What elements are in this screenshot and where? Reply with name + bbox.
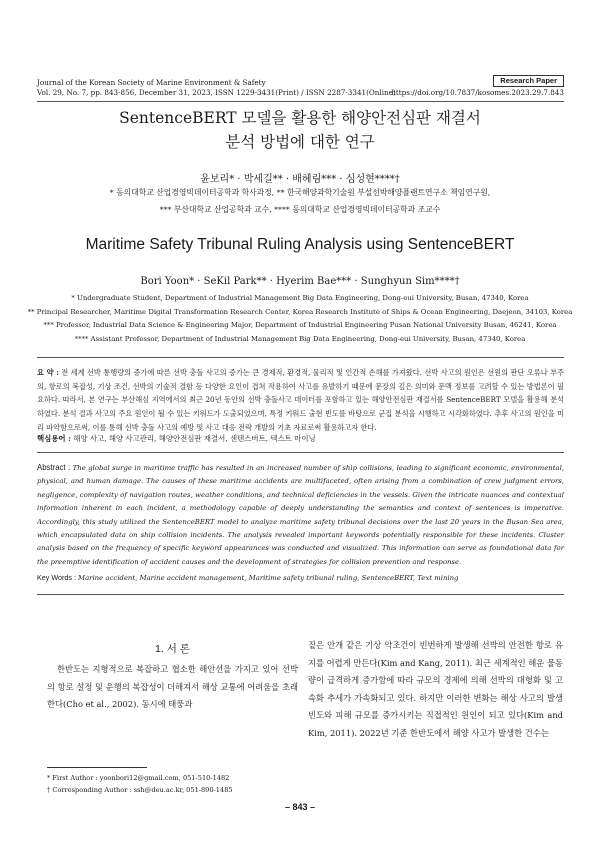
affiliation-en-2: ** Principal Researcher, Maritime Digital Transformation Research Center, Korea Research Institute of Ships & Ocean Engineering, Daejeon, 34103, Korea [27,307,573,316]
abstract-en-label: Abstract : [37,463,71,472]
footnotes [47,772,233,796]
abstract-top-rule [37,357,564,358]
affiliation-en-1: * Undergraduate Student, Department of Industrial Management Big Data Engineering, Dong-eui University, Busan, 47340, Korea [71,294,529,302]
abstract-bottom-rule [37,594,564,595]
intro-left-column: 한반도는 지형적으로 복잡하고 협소한 해안선을 가지고 있어 선박의 항로 설정 및 운행의 복잡성이 더해져서 해상 교통에 어려움을 초래한다(Cho et al., 2002). 동시에 태풍과 [47,664,298,709]
keywords-ko-label: 핵심용어 : [37,434,71,443]
affiliation-ko-2: *** 부산대학교 산업공학과 교수, **** 동의대학교 산업경영빅데이터공학과 조교수 [159,205,441,214]
abstract-ko-label: 요 약 : [37,368,59,377]
volume-line: Vol. 29, No. 7, pp. 843-856, December 31, 2023, ISSN 1229-3431(Print) / ISSN 2287-3341(Online) [37,88,396,97]
abstract-mid-rule [37,452,564,453]
abstract-ko [37,366,564,435]
authors-ko: 윤보리* · 박세길** · 배혜림*** · 심성현****† [200,174,400,185]
doi-link[interactable]: https://doi.org/10.7837/kosomes.2023.29.7.843 [391,88,564,97]
affiliations-en [0,292,600,346]
authors-en: Bori Yoon* · SeKil Park** · Hyerim Bae*** · Sunghyun Sim****† [140,276,460,287]
keywords-en-label: Key Words : [37,573,77,582]
title-ko-line1: SentenceBERT 모델을 활용한 해양안전심판 재결서 [119,109,481,127]
affiliation-ko-1: * 동의대학교 산업경영빅데이터공학과 학사과정, ** 한국해양과학기술원 부설선박해양플랜트연구소 책임연구원, [109,188,491,197]
keywords-ko [37,433,316,444]
header-rule [37,101,564,102]
abstract-en-text: The global surge in maritime traffic has resulted in an increased number of ship collisions, leading to significant economic, environmental, physical, and human damage. The causes of these maritime accidents are multifaceted, often arising from a combination of crew judgment errors, negligence, complexity of navigation routes, weather conditions, and technical deficiencies in the vessels. Given the intricate nuances and contextual information inherent in each incident, a methodology capable of deeply understanding the semantics and context of sentences is imperative. Accordingly, this study utilized the SentenceBERT model to analyze maritime safety tribunal decisions over the last 20 years in the Busan Sea area, which encapsulated data on ship collision incidents. The analysis revealed important keywords potentially responsible for these incidents. Cluster analysis based on the frequency of specific keyword appearances was conducted and visualized. This information can serve as foundational data for the preemptive identification of accident causes and the development of strategies for collision prevention and response. [37,464,564,566]
keywords-en [37,573,458,582]
intro-right-column: 짙은 안개 같은 기상 악조건이 빈번하게 발생해 선박의 안전한 항로 유지를 어렵게 만든다(Kim and Kang, 2011). 최근 세계적인 해운 물동량이 급격하게 증가함에 따라 규모의 경제에 의해 선박의 대형화 및 고속화 추세가 가속화되고 있다. 하지만 이러한 변화는 해상 사고의 발생 빈도와 피해 규모를 증가시키는 직접적인 원인이 되고 있다(Kim and Kim, 2011). 2022년 기준 한반도에서 해양 사고가 발생한 건수는 [308,640,563,738]
footnote-first-author: * First Author : yoonbori12@gmail.com, 051-510-1482 [47,774,230,782]
keywords-en-text: Marine accident, Marine accident management, Maritime safety tribunal ruling, SentenceBERT, Text mining [78,574,459,582]
footnote-rule [47,767,147,768]
abstract-en [37,461,564,569]
title-en: Maritime Safety Tribunal Ruling Analysis using SentenceBERT [85,236,515,253]
journal-name: Journal of the Korean Society of Marine Environment & Safety [37,78,266,87]
section-heading: 1. 서 론 [155,643,190,655]
abstract-ko-text: 전 세계 선박 통행량의 증가에 따른 선박 충돌 사고의 증가는 큰 경제적, 환경적, 물리적 및 인간적 손해를 가져왔다. 선박 사고의 원인은 선원의 판단 오류나 부주의, 항로의 복잡성, 기상 조건, 선박의 기술적 결함 등 다양한 요인이 겹쳐 작용하여 사고를 유발하기 때문에 문장의 깊은 의미와 문맥 정보를 고려할 수 있는 방법론이 필요하다. 따라서, 본 연구는 부산해심 지역에서의 최근 20년 동안의 선박 충돌사고 데이터를 포함하고 있는 해양안전심판 재결서를 SentenceBERT 모델을 활용해 분석하였다. 분석 결과 사고의 주요 원인이 될 수 있는 키워드가 도출되었으며, 특정 키워드 출현 빈도를 바탕으로 군집 분석을 시행하고 시각화하였다. 추후 사고의 원인을 미리 파악함으로써, 이를 통해 선박 충돌 사고의 예방 및 사고 대응 전략 개발의 기초 자료로써 활용하고자 한다. [37,368,564,432]
title-ko-line2: 분석 방법에 대한 연구 [225,133,375,151]
affiliation-en-4: **** Assistant Professor, Department of Industrial Management Big Data Engineering, Dong-eui University, Busan, 47340, Korea [74,334,526,343]
page-number: – 843 – [284,802,316,812]
footnote-corresponding: † Corresponding Author : ssh@deu.ac.kr, 051-890-1485 [47,786,233,794]
article-type-badge: Research Paper [493,75,564,87]
affiliation-en-3: *** Professor, Industrial Data Science & Engineering Major, Department of Industrial Engineering Pusan National University Busan, 46241, Korea [43,321,557,330]
keywords-ko-text: 해양 사고, 해양 사고관리, 해양안전심판 재결서, 센텐스버트, 텍스트 마이닝 [73,434,316,443]
